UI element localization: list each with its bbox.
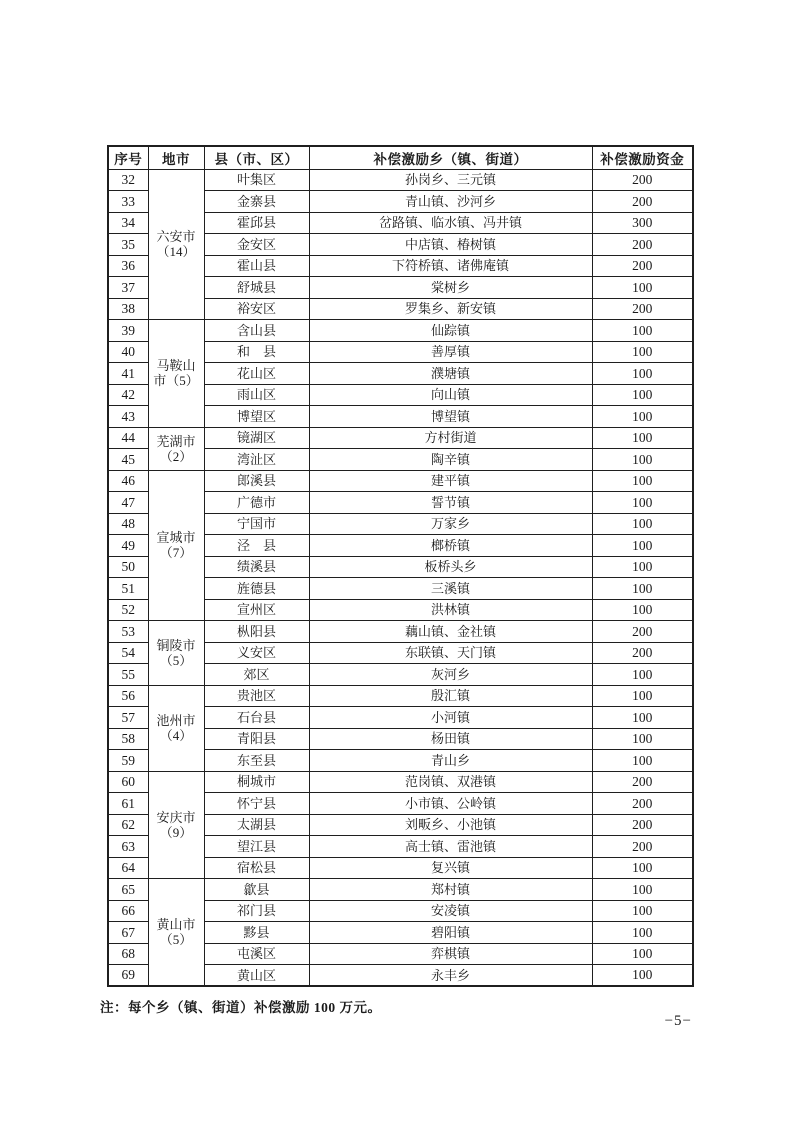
city-line: 黄山市	[156, 917, 196, 932]
city-line: 宣城市	[156, 530, 196, 546]
townships-cell: 仙踪镇	[309, 320, 592, 342]
fund-cell: 100	[592, 363, 693, 385]
county-cell: 和 县	[204, 341, 309, 363]
county-cell: 贵池区	[204, 685, 309, 707]
county-cell: 祁门县	[204, 900, 309, 922]
city-line: （14）	[156, 244, 196, 260]
county-cell: 金安区	[204, 234, 309, 256]
table-row	[108, 427, 693, 449]
townships-cell: 榔桥镇	[309, 535, 592, 557]
townships-cell: 向山镇	[309, 384, 592, 406]
header-townships: 补偿激励乡（镇、街道）	[309, 146, 592, 169]
townships-cell: 方村街道	[309, 427, 592, 449]
townships-cell: 誓节镇	[309, 492, 592, 514]
townships-cell: 郑村镇	[309, 879, 592, 901]
serial-number-cell: 39	[108, 320, 148, 342]
city-line: （9）	[159, 824, 193, 840]
fund-cell: 200	[592, 255, 693, 277]
city-cell	[148, 470, 204, 621]
city-line: 芜湖市	[156, 433, 196, 449]
fund-cell: 100	[592, 535, 693, 557]
serial-number-cell: 33	[108, 191, 148, 213]
city-cell	[148, 879, 204, 987]
fund-cell: 100	[592, 943, 693, 965]
fund-cell: 100	[592, 728, 693, 750]
header-fund: 补偿激励资金	[592, 146, 693, 169]
fund-cell: 200	[592, 814, 693, 836]
county-cell: 宣州区	[204, 599, 309, 621]
county-cell: 怀宁县	[204, 793, 309, 815]
city-cell	[148, 685, 204, 771]
county-cell: 黟县	[204, 922, 309, 944]
city-line: 市（5）	[153, 373, 199, 389]
townships-cell: 小市镇、公岭镇	[309, 793, 592, 815]
townships-cell: 板桥头乡	[309, 556, 592, 578]
fund-cell: 100	[592, 857, 693, 879]
county-cell: 叶集区	[204, 169, 309, 191]
serial-number-cell: 49	[108, 535, 148, 557]
county-cell: 霍山县	[204, 255, 309, 277]
fund-cell: 100	[592, 900, 693, 922]
table-row	[108, 621, 693, 643]
serial-number-cell: 43	[108, 406, 148, 428]
county-cell: 黄山区	[204, 965, 309, 987]
serial-number-cell: 59	[108, 750, 148, 772]
county-cell: 宿松县	[204, 857, 309, 879]
county-cell: 桐城市	[204, 771, 309, 793]
fund-cell: 200	[592, 169, 693, 191]
county-cell: 金寨县	[204, 191, 309, 213]
fund-cell: 100	[592, 341, 693, 363]
fund-cell: 100	[592, 707, 693, 729]
city-line: 池州市	[156, 713, 196, 728]
fund-cell: 100	[592, 879, 693, 901]
townships-cell: 岔路镇、临水镇、冯井镇	[309, 212, 592, 234]
serial-number-cell: 32	[108, 169, 148, 191]
county-cell: 湾沚区	[204, 449, 309, 471]
serial-number-cell: 64	[108, 857, 148, 879]
fund-cell: 100	[592, 449, 693, 471]
serial-number-cell: 51	[108, 578, 148, 600]
table-row	[108, 685, 693, 707]
serial-number-cell: 57	[108, 707, 148, 729]
fund-cell: 100	[592, 470, 693, 492]
townships-cell: 濮塘镇	[309, 363, 592, 385]
table-row	[108, 470, 693, 492]
townships-cell: 殷汇镇	[309, 685, 592, 707]
serial-number-cell: 36	[108, 255, 148, 277]
footnote: 注：每个乡（镇、街道）补偿激励 100 万元。	[100, 1000, 382, 1015]
townships-cell: 棠树乡	[309, 277, 592, 299]
county-cell: 屯溪区	[204, 943, 309, 965]
serial-number-cell: 50	[108, 556, 148, 578]
serial-number-cell: 52	[108, 599, 148, 621]
serial-number-cell: 65	[108, 879, 148, 901]
townships-cell: 刘畈乡、小池镇	[309, 814, 592, 836]
county-cell: 镜湖区	[204, 427, 309, 449]
serial-number-cell: 54	[108, 642, 148, 664]
county-cell: 博望区	[204, 406, 309, 428]
county-cell: 舒城县	[204, 277, 309, 299]
county-cell: 绩溪县	[204, 556, 309, 578]
fund-cell: 100	[592, 427, 693, 449]
city-line: 马鞍山	[156, 358, 196, 374]
table-header-row	[108, 146, 693, 169]
city-cell	[148, 169, 204, 320]
county-cell: 石台县	[204, 707, 309, 729]
county-cell: 太湖县	[204, 814, 309, 836]
townships-cell: 范岗镇、双港镇	[309, 771, 592, 793]
serial-number-cell: 60	[108, 771, 148, 793]
fund-cell: 200	[592, 836, 693, 858]
city-line: （7）	[159, 545, 193, 561]
townships-cell: 藕山镇、金社镇	[309, 621, 592, 643]
serial-number-cell: 34	[108, 212, 148, 234]
table-row	[108, 320, 693, 342]
county-cell: 宁国市	[204, 513, 309, 535]
fund-cell: 100	[592, 277, 693, 299]
fund-cell: 100	[592, 965, 693, 987]
fund-cell: 100	[592, 513, 693, 535]
fund-cell: 300	[592, 212, 693, 234]
county-cell: 泾 县	[204, 535, 309, 557]
county-cell: 东至县	[204, 750, 309, 772]
serial-number-cell: 56	[108, 685, 148, 707]
townships-cell: 三溪镇	[309, 578, 592, 600]
serial-number-cell: 53	[108, 621, 148, 643]
fund-cell: 100	[592, 922, 693, 944]
serial-number-cell: 58	[108, 728, 148, 750]
townships-cell: 善厚镇	[309, 341, 592, 363]
townships-cell: 高士镇、雷池镇	[309, 836, 592, 858]
fund-cell: 100	[592, 320, 693, 342]
fund-cell: 100	[592, 685, 693, 707]
header-serial-number: 序号	[108, 146, 148, 169]
county-cell: 义安区	[204, 642, 309, 664]
fund-cell: 100	[592, 556, 693, 578]
county-cell: 郎溪县	[204, 470, 309, 492]
townships-cell: 洪林镇	[309, 599, 592, 621]
fund-cell: 100	[592, 406, 693, 428]
fund-cell: 200	[592, 621, 693, 643]
city-line: （5）	[159, 652, 193, 668]
county-cell: 歙县	[204, 879, 309, 901]
townships-cell: 安凌镇	[309, 900, 592, 922]
townships-cell: 孙岗乡、三元镇	[309, 169, 592, 191]
fund-cell: 100	[592, 664, 693, 686]
townships-cell: 下符桥镇、诸佛庵镇	[309, 255, 592, 277]
townships-cell: 青山乡	[309, 750, 592, 772]
county-cell: 广德市	[204, 492, 309, 514]
townships-cell: 弈棋镇	[309, 943, 592, 965]
fund-cell: 200	[592, 191, 693, 213]
county-cell: 枞阳县	[204, 621, 309, 643]
header-county: 县（市、区）	[204, 146, 309, 169]
fund-cell: 200	[592, 771, 693, 793]
townships-cell: 灰河乡	[309, 664, 592, 686]
serial-number-cell: 37	[108, 277, 148, 299]
townships-cell: 小河镇	[309, 707, 592, 729]
townships-cell: 杨田镇	[309, 728, 592, 750]
county-cell: 裕安区	[204, 298, 309, 320]
fund-cell: 100	[592, 578, 693, 600]
serial-number-cell: 38	[108, 298, 148, 320]
city-line: （4）	[159, 728, 193, 743]
serial-number-cell: 45	[108, 449, 148, 471]
serial-number-cell: 41	[108, 363, 148, 385]
table-row	[108, 169, 693, 191]
serial-number-cell: 44	[108, 427, 148, 449]
fund-cell: 200	[592, 793, 693, 815]
serial-number-cell: 66	[108, 900, 148, 922]
townships-cell: 青山镇、沙河乡	[309, 191, 592, 213]
townships-cell: 建平镇	[309, 470, 592, 492]
serial-number-cell: 63	[108, 836, 148, 858]
compensation-incentive-table	[107, 145, 694, 987]
fund-cell: 100	[592, 750, 693, 772]
serial-number-cell: 40	[108, 341, 148, 363]
townships-cell: 碧阳镇	[309, 922, 592, 944]
serial-number-cell: 35	[108, 234, 148, 256]
city-cell	[148, 621, 204, 686]
serial-number-cell: 42	[108, 384, 148, 406]
county-cell: 郊区	[204, 664, 309, 686]
city-line: （5）	[159, 932, 193, 947]
townships-cell: 复兴镇	[309, 857, 592, 879]
page-number: −5−	[664, 1013, 692, 1029]
townships-cell: 永丰乡	[309, 965, 592, 987]
city-line: （2）	[159, 448, 193, 464]
table-row	[108, 771, 693, 793]
townships-cell: 陶辛镇	[309, 449, 592, 471]
serial-number-cell: 62	[108, 814, 148, 836]
city-line: 安庆市	[156, 809, 196, 825]
city-line: 六安市	[156, 229, 196, 245]
townships-cell: 万家乡	[309, 513, 592, 535]
fund-cell: 200	[592, 298, 693, 320]
county-cell: 雨山区	[204, 384, 309, 406]
fund-cell: 100	[592, 492, 693, 514]
serial-number-cell: 68	[108, 943, 148, 965]
townships-cell: 博望镇	[309, 406, 592, 428]
fund-cell: 200	[592, 234, 693, 256]
fund-cell: 100	[592, 384, 693, 406]
serial-number-cell: 47	[108, 492, 148, 514]
townships-cell: 罗集乡、新安镇	[309, 298, 592, 320]
serial-number-cell: 48	[108, 513, 148, 535]
county-cell: 青阳县	[204, 728, 309, 750]
serial-number-cell: 55	[108, 664, 148, 686]
county-cell: 旌德县	[204, 578, 309, 600]
serial-number-cell: 46	[108, 470, 148, 492]
county-cell: 含山县	[204, 320, 309, 342]
fund-cell: 200	[592, 642, 693, 664]
city-line: 铜陵市	[156, 637, 196, 653]
city-cell	[148, 771, 204, 879]
townships-cell: 东联镇、天门镇	[309, 642, 592, 664]
table-row	[108, 879, 693, 901]
serial-number-cell: 67	[108, 922, 148, 944]
townships-cell: 中店镇、椿树镇	[309, 234, 592, 256]
city-cell	[148, 320, 204, 428]
county-cell: 霍邱县	[204, 212, 309, 234]
serial-number-cell: 69	[108, 965, 148, 987]
header-city: 地市	[148, 146, 204, 169]
county-cell: 望江县	[204, 836, 309, 858]
fund-cell: 100	[592, 599, 693, 621]
serial-number-cell: 61	[108, 793, 148, 815]
county-cell: 花山区	[204, 363, 309, 385]
city-cell	[148, 427, 204, 470]
